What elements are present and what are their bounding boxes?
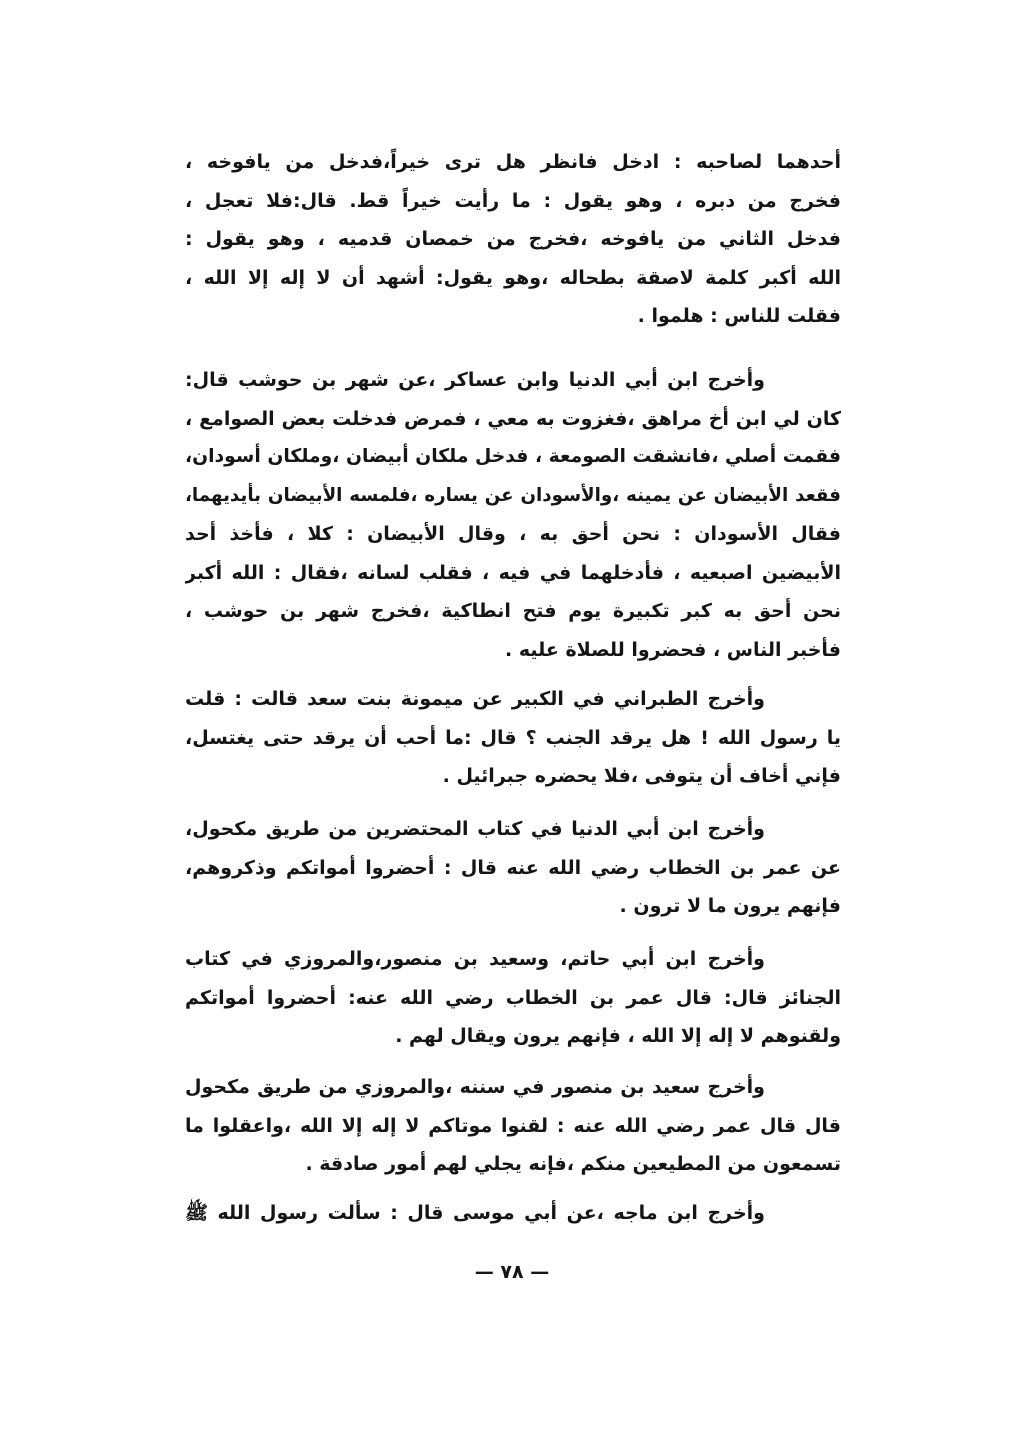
text-line: عن عمر بن الخطاب رضي الله عنه قال : أحضروا أمواتكم وذكروهم، xyxy=(185,856,841,879)
paragraph xyxy=(185,1194,841,1233)
text-line: أحدهما لصاحبه : ادخل فانظر هل ترى خيراً،فدخل من يافوخه ، xyxy=(185,151,841,173)
paragraph xyxy=(185,810,841,926)
text-line: فأخبر الناس ، فحضروا للصلاة عليه . xyxy=(505,638,841,661)
text-line: فقال الأسودان : نحن أحق به ، وقال الأبيضان : كلا ، فأخذ أحد xyxy=(185,523,841,545)
text-line: الأبيضين اصبعيه ، فأدخلهما في فيه ، فقلب لسانه ،فقال : الله أكبر xyxy=(185,561,841,584)
text-line: وأخرج ابن أبي الدنيا وابن عساكر ،عن شهر بن حوشب قال: xyxy=(185,369,765,391)
paragraph xyxy=(185,143,841,336)
text-line: وأخرج ابن أبي الدنيا في كتاب المحتضرين من طريق مكحول، xyxy=(185,818,765,840)
text-line: الله أكبر كلمة لاصقة بطحاله ،وهو يقول: أشهد أن لا إله إلا الله ، xyxy=(185,266,841,289)
paragraph xyxy=(185,940,841,1056)
text-line: فقعد الأبيضان عن يمينه ،والأسودان عن يساره ،فلمسه الأبيضان بأيديهما، xyxy=(185,484,841,506)
text-line: الجنائز قال: قال عمر بن الخطاب رضي الله عنه: أحضروا أمواتكم xyxy=(185,986,841,1009)
text-line: فدخل الثاني من يافوخه ،فخرج من خمصان قدميه ، وهو يقول : xyxy=(185,228,841,250)
text-line: تسمعون من المطيعين منكم ،فإنه يجلي لهم أمور صادقة . xyxy=(305,1153,841,1175)
text-line: وأخرج ابن أبي حاتم، وسعيد بن منصور،والمروزي في كتاب xyxy=(185,948,765,970)
text-line: وأخرج سعيد بن منصور في سننه ،والمروزي من طريق مكحول xyxy=(185,1076,765,1098)
text-line: فإنهم يرون ما لا ترون . xyxy=(619,895,841,917)
paragraph xyxy=(185,361,841,669)
text-line: فإني أخاف أن يتوفى ،فلا يحضره جبرائيل . xyxy=(442,765,841,787)
text-line: كان لي ابن أخ مراهق ،فغزوت به معي ، فمرض فدخلت بعض الصوامع ، xyxy=(185,407,841,430)
text-line: وأخرج ابن ماجه ،عن أبي موسى قال : سألت رسول الله ﷺ xyxy=(185,1202,765,1224)
page-number: — ٧٨ — xyxy=(474,1261,550,1283)
text-line: وأخرج الطبراني في الكبير عن ميمونة بنت سعد قالت : قلت xyxy=(185,688,765,710)
text-line: فقمت أصلي ،فانشقت الصومعة ، فدخل ملكان أبيضان ،وملكان أسودان، xyxy=(185,446,841,467)
text-line: نحن أحق به كبر تكبيرة يوم فتح انطاكية ،فخرج شهر بن حوشب ، xyxy=(185,600,841,622)
paragraph xyxy=(185,1068,841,1184)
text-line: قال قال عمر رضي الله عنه : لقنوا موتاكم لا إله إلا الله ،واعقلوا ما xyxy=(185,1114,841,1137)
text-line: ولقنوهم لا إله إلا الله ، فإنهم يرون ويقال لهم . xyxy=(395,1025,841,1047)
paragraph xyxy=(185,680,841,796)
text-line: يا رسول الله ! هل يرقد الجنب ؟ قال :ما أحب أن يرقد حتى يغتسل، xyxy=(185,726,841,749)
text-line: فقلت للناس : هلموا . xyxy=(637,305,841,327)
text-line: فخرج من دبره ، وهو يقول : ما رأيت خيراً قط. قال:فلا تعجل ، xyxy=(185,189,841,212)
